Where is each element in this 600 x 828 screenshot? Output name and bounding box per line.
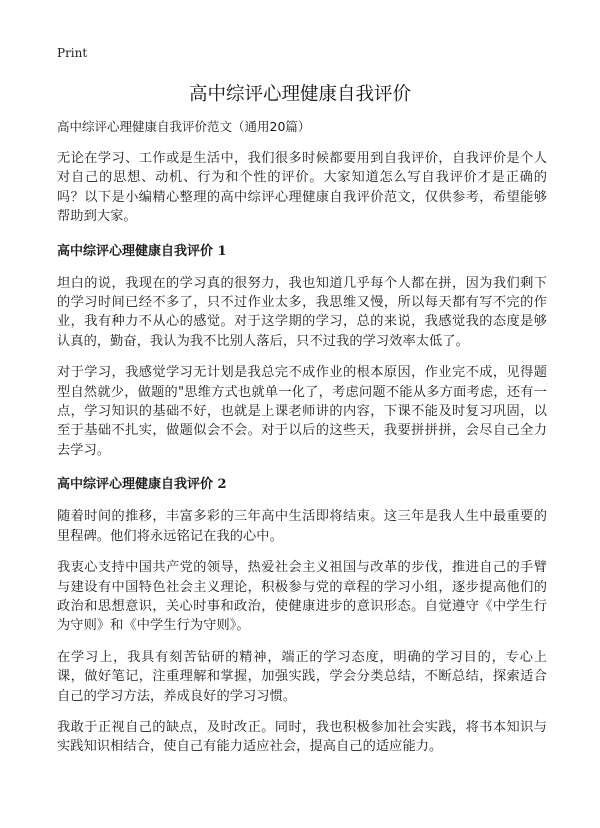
section-2 <box>57 476 547 756</box>
section-paragraph: 在学习上，我具有刻苦钻研的精神，端正的学习态度，明确的学习目的，专心上课，做好笔记，注重理解和掌握，加强实践，学会分类总结，不断总结，探索适合自己的学习方法，养成良好的学习习惯。 <box>57 649 547 704</box>
section-paragraph: 我敢于正视自己的缺点，及时改正。同时，我也积极参加社会实践，将书本知识与实践知识相结合，使自己有能力适应社会，提高自己的适应能力。 <box>57 719 547 755</box>
section-paragraph: 我衷心支持中国共产党的领导，热爱社会主义祖国与改革的步伐，推进自己的手臂与建设有中国特色社会主义理论，积极参与党的章程的学习小组，逐步提高他们的政治和思想意识，关心时事和政治，使健康进步的意识形态。自觉遵守《中学生行为守则》和《中学生行为守则》。 <box>57 560 547 634</box>
print-link[interactable]: Print <box>57 46 88 60</box>
intro-paragraph: 无论在学习、工作或是生活中，我们很多时候都要用到自我评价，自我评价是个人对自己的思想、动机、行为和个性的评价。大家知道怎么写自我评价才是正确的吗？以下是小编精心整理的高中综评心理健康自我评价范文，仅供参考，希望能够帮助到大家。 <box>57 151 547 225</box>
section-paragraph: 随着时间的推移，丰富多彩的三年高中生活即将结束。这三年是我人生中最重要的里程碑。他们将永远铭记在我的心中。 <box>57 509 547 544</box>
document-body <box>57 118 547 769</box>
section-paragraph: 对于学习，我感觉学习无计划是我总完不成作业的根本原因，作业完不成，见得题型自然就少，做题的"思维方式也就单一化了，考虑问题不能从多方面考虑，还有一点，学习知识的基础不好，也就是上课老师讲的内容，下课不能及时复习巩固，以至于基础不扎实，做题似会不会。对于以后的这些天，我要拼拼拼，会尽自己全力去学习。 <box>57 365 547 458</box>
page-title: 高中综评心理健康自我评价 <box>188 84 411 105</box>
document-subtitle: 高中综评心理健康自我评价范文（通用20篇） <box>57 119 311 134</box>
section-1 <box>57 243 547 461</box>
section-paragraph: 坦白的说，我现在的学习真的很努力，我也知道几乎每个人都在拼，因为我们剩下的学习时间已经不多了，只不过作业太多，我思维又慢，所以每天都有写不完的作业，我有种力不从心的感觉。对于这学期的学习，总的来说，我感觉我的态度是够认真的，勤奋，我认为我不比别人落后，只不过我的学习效率太低了。 <box>57 275 547 349</box>
section-heading: 高中综评心理健康自我评价 2 <box>57 477 227 493</box>
section-heading: 高中综评心理健康自我评价 1 <box>57 243 227 259</box>
